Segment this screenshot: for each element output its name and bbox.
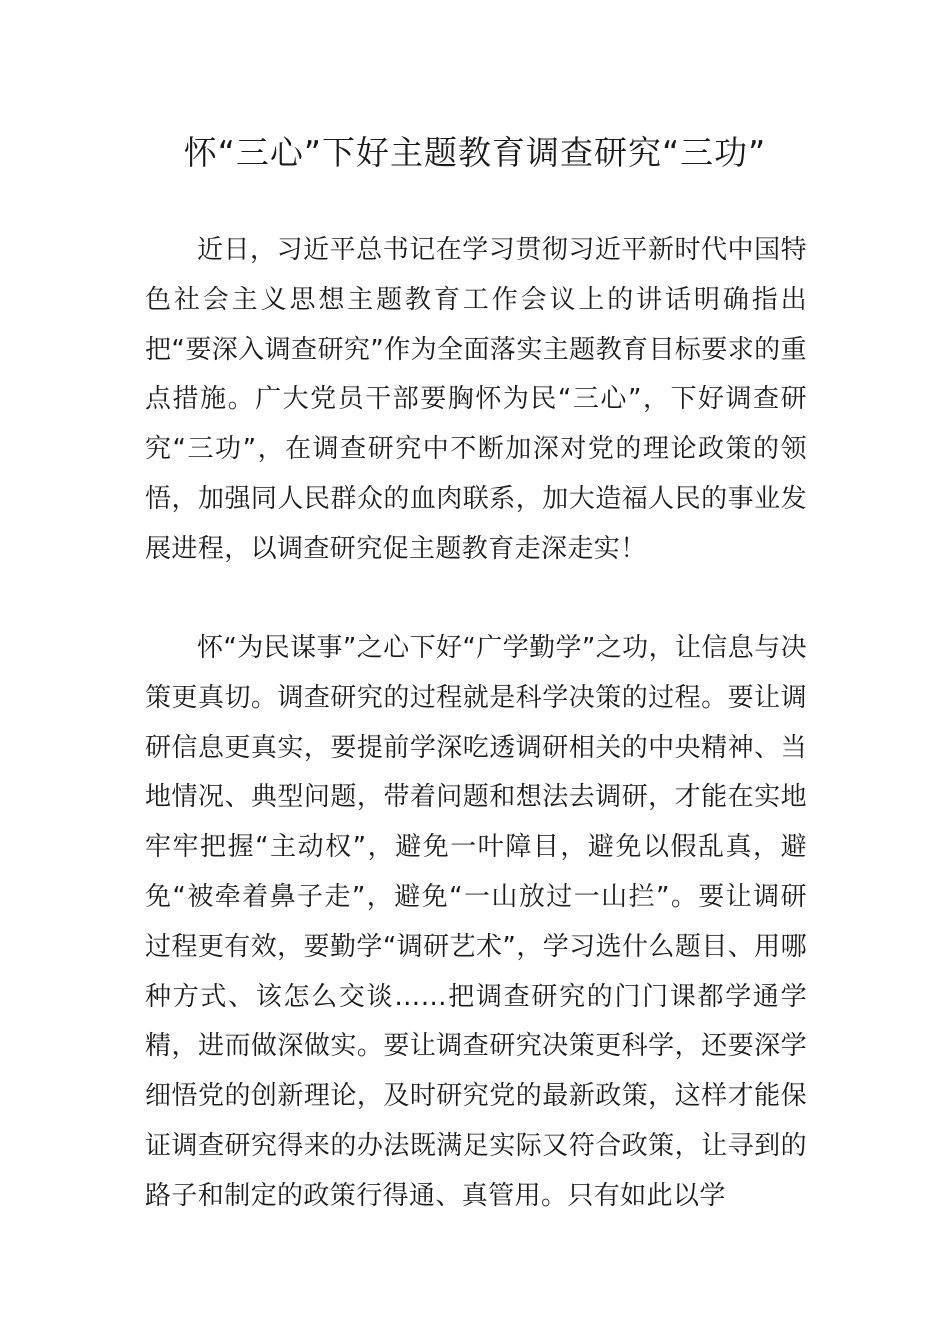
document-title: 怀“三心”下好主题教育调查研究“三功” bbox=[183, 133, 767, 172]
paragraph-intro: 近日，习近平总书记在学习贯彻习近平新时代中国特色社会主义思想主题教育工作会议上的讲话明确指出把“要深入调查研究”作为全面落实主题教育目标要求的重点措施。广大党员干部要胸怀为民“三心”，下好调查研究“三功”，在调查研究中不断加深对党的理论政策的领悟，加强同人民群众的血肉联系，加大造福人民的事业发展进程，以调查研究促主题教育走深走实！ bbox=[145, 235, 807, 564]
paragraph-section-one: 怀“为民谋事”之心下好“广学勤学”之功，让信息与决策更真切。调查研究的过程就是科学决策的过程。要让调研信息更真实，要提前学深吃透调研相关的中央精神、当地情况、典型问题，带着问题和想法去调研，才能在实地牢牢把握“主动权”，避免一叶障目，避免以假乱真，避免“被牵着鼻子走”，避免“一山放过一山拦”。要让调研过程更有效，要勤学“调研艺术”，学习选什么题目、用哪种方式、该怎么交谈……把调查研究的门门课都学通学精，进而做深做实。要让调查研究决策更科学，还要深学细悟党的创新理论，及时研究党的最新政策，这样才能保证调查研究得来的办法既满足实际又符合政策，让寻到的路子和制定的政策行得通、真管用。只有如此以学 bbox=[145, 633, 807, 1211]
